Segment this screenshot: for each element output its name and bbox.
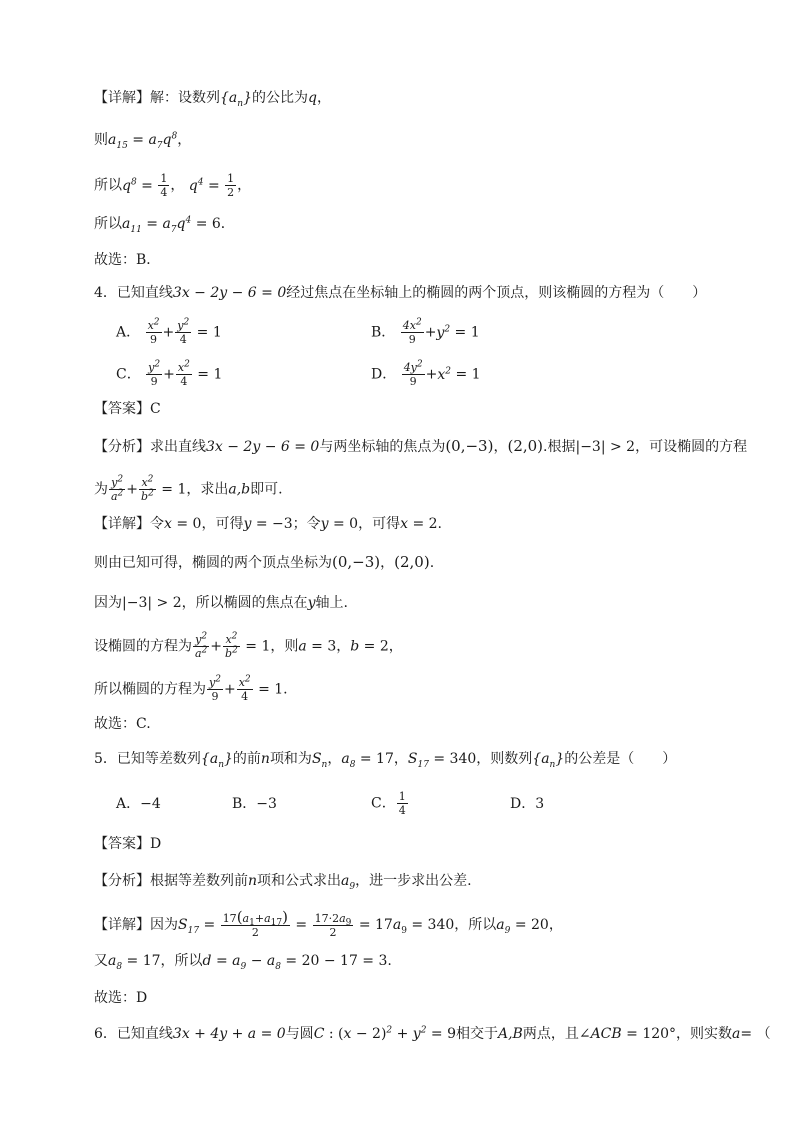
q5-analysis: 【分析】根据等差数列前n项和公式求出$a_9$，进一步求出公差. [94,873,472,892]
fraction-1-4: $\frac{1}{4}$ [160,172,168,199]
q5-detail-line1: 【详解】因为$S_{17}$ = $\frac{17(a_1+a_{17})}{2}$ = $\frac{17\cdot 2a_9}{2}$ = $17a_9 = 340$，所以$a_9 = 20$， [94,908,563,939]
q3-detail-line4: 所以$a_{11} = a_7q^4 = 6$． [94,215,235,235]
math-seq-an: $\{a_n\}$ [220,90,252,109]
q4-answer: 【答案】C [94,401,161,417]
q4-detail-line2: 则由已知可得，椭圆的两个顶点坐标为(0,−3)，(2,0). [94,553,435,571]
q5-option-d[interactable]: D．3 [510,796,545,812]
q4-detail-line3: 因为|−3| > 2，所以椭圆的焦点在y轴上. [94,595,348,611]
q5-option-a[interactable]: A．−4 [116,796,161,812]
q4-detail-line5: 所以椭圆的方程为 $\frac{y^2}{9}$ + $\frac{x^2}{4}$ = 1. [94,674,288,703]
q4-analysis-line2: 为 $\frac{y^2}{a^2}$ + $\frac{x^2}{b^2}$ = 1，求出a,b即可. [94,474,283,503]
q5-stem: 5．已知等差数列$\{a_n\}$的前n项和为$S_n$，$a_8 = 17$，$S_{17} = 340$，则数列$\{a_n\}$的公差是（ ） [94,751,677,770]
q4-option-c[interactable]: C． $\frac{y^2}{9}$ + $\frac{x^2}{4}$ = 1 [116,359,223,388]
q4-option-d[interactable]: D． $\frac{4y^2}{9}$ $+x^2 = 1$ [371,359,481,388]
q4-option-b[interactable]: B． $\frac{4x^2}{9}$ $+y^2 = 1$ [371,317,480,346]
q3-detail-line2: 则$a_{15} = a_7q^8$， [94,131,192,151]
q3-detail-line3: 所以$q^8$ = $\frac{1}{4}$ ， $q^4$ = $\frac{1}{2}$ ， [94,172,252,199]
fraction-1-2: $\frac{1}{2}$ [227,172,235,199]
q4-detail-line4: 设椭圆的方程为 $\frac{y^2}{a^2}$ + $\frac{x^2}{b^2}$ = 1，则a = 3，b = 2， [94,631,403,660]
q4-stem: 4．已知直线3x − 2y − 6 = 0经过焦点在坐标轴上的椭圆的两个顶点，则该椭圆的方程为（ ） [94,285,707,301]
q6-stem: 6．已知直线3x + 4y + a = 0与圆C : $(x - 2)^2 + y^2 = 9$相交于A,B两点，且∠ACB = 120°，则实数a= （ [94,1025,771,1042]
q5-option-b[interactable]: B．−3 [232,796,277,812]
q3-answer: 故选：B． [94,252,161,268]
q4-conclusion: 故选：C. [94,716,151,732]
q3-detail-line1: 【详解】解：设数列$\{a_n\}$的公比为q， [94,90,331,109]
q5-detail-line2: 又$a_8 = 17$，所以$d = a_9 - a_8 = 20 - 17 = 3$. [94,953,392,972]
q5-option-c[interactable]: C． $\frac{1}{4}$ [371,790,406,817]
q4-detail-line1: 【详解】令x = 0，可得y = −3；令y = 0，可得x = 2. [94,516,442,532]
q5-answer: 【答案】D [94,836,162,852]
q4-analysis-line1: 【分析】求出直线3x − 2y − 6 = 0与两坐标轴的焦点为(0,−3)，(2,0).根据|−3| > 2，可设椭圆的方程 [94,437,748,455]
q4-option-a[interactable]: A． $\frac{x^2}{9}$ + $\frac{y^2}{4}$ = 1 [116,317,222,346]
detail-tag: 【详解】 [94,90,150,106]
q5-conclusion: 故选：D [94,990,148,1006]
